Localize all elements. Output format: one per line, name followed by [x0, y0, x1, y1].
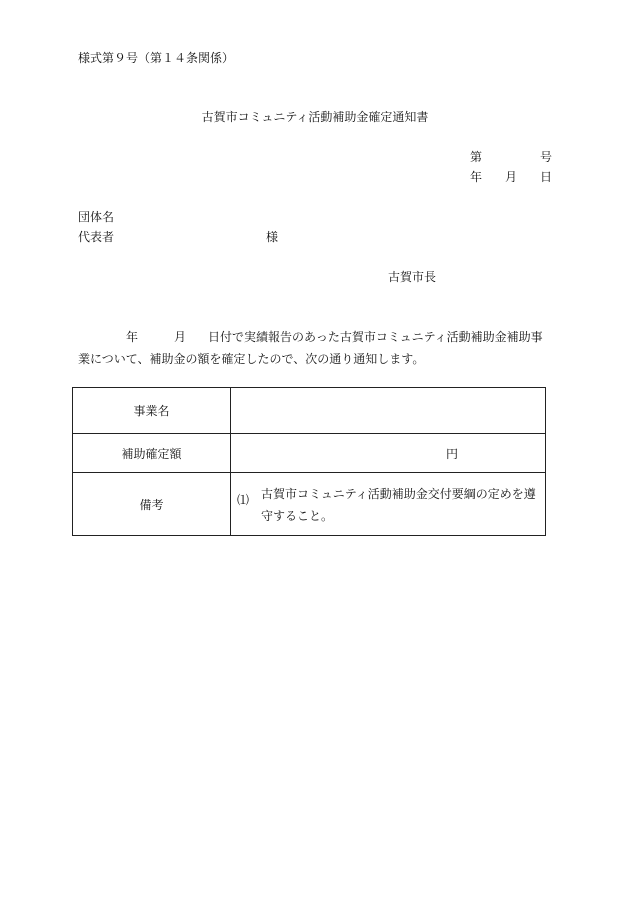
representative-label: 代表者 — [78, 230, 115, 244]
doc-number-suffix: 号 — [539, 150, 552, 164]
table-row-amount — [73, 434, 546, 473]
document-title: 古賀市コミュニティ活動補助金確定通知書 — [201, 110, 429, 124]
form-number: 様式第９号（第１４条関係） — [78, 51, 235, 65]
project-label: 事業名 — [73, 388, 231, 434]
remark-item — [231, 473, 545, 527]
remarks-value — [231, 473, 546, 536]
honorific: 様 — [266, 230, 279, 244]
remark-text: 古賀市コミュニティ活動補助金交付要綱の定めを遵守すること。 — [261, 487, 536, 523]
document-number-row — [470, 151, 552, 163]
table-row-project — [73, 388, 546, 434]
date-month: 月 — [504, 170, 517, 184]
body-year: 年 — [126, 330, 139, 344]
sender-name: 古賀市長 — [388, 270, 437, 284]
date-year: 年 — [470, 170, 483, 184]
details-table — [72, 387, 546, 536]
amount-value — [231, 434, 546, 473]
remarks-label: 備考 — [73, 473, 231, 536]
body-line-2: 業について、補助金の額を確定したので、次の通り通知します。 — [78, 352, 425, 366]
body-line-1-text: 日付で実績報告のあった古賀市コミュニティ活動補助金補助事 — [208, 330, 543, 344]
body-month: 月 — [174, 330, 187, 344]
amount-unit: 円 — [445, 446, 458, 461]
date-row — [470, 171, 552, 183]
project-value — [231, 388, 546, 434]
table-row-remarks — [73, 473, 546, 536]
remark-number: ⑴ — [237, 493, 250, 507]
date-day: 日 — [539, 170, 552, 184]
doc-number-prefix: 第 — [470, 150, 483, 164]
amount-label: 補助確定額 — [73, 434, 231, 473]
organization-label: 団体名 — [78, 210, 115, 224]
